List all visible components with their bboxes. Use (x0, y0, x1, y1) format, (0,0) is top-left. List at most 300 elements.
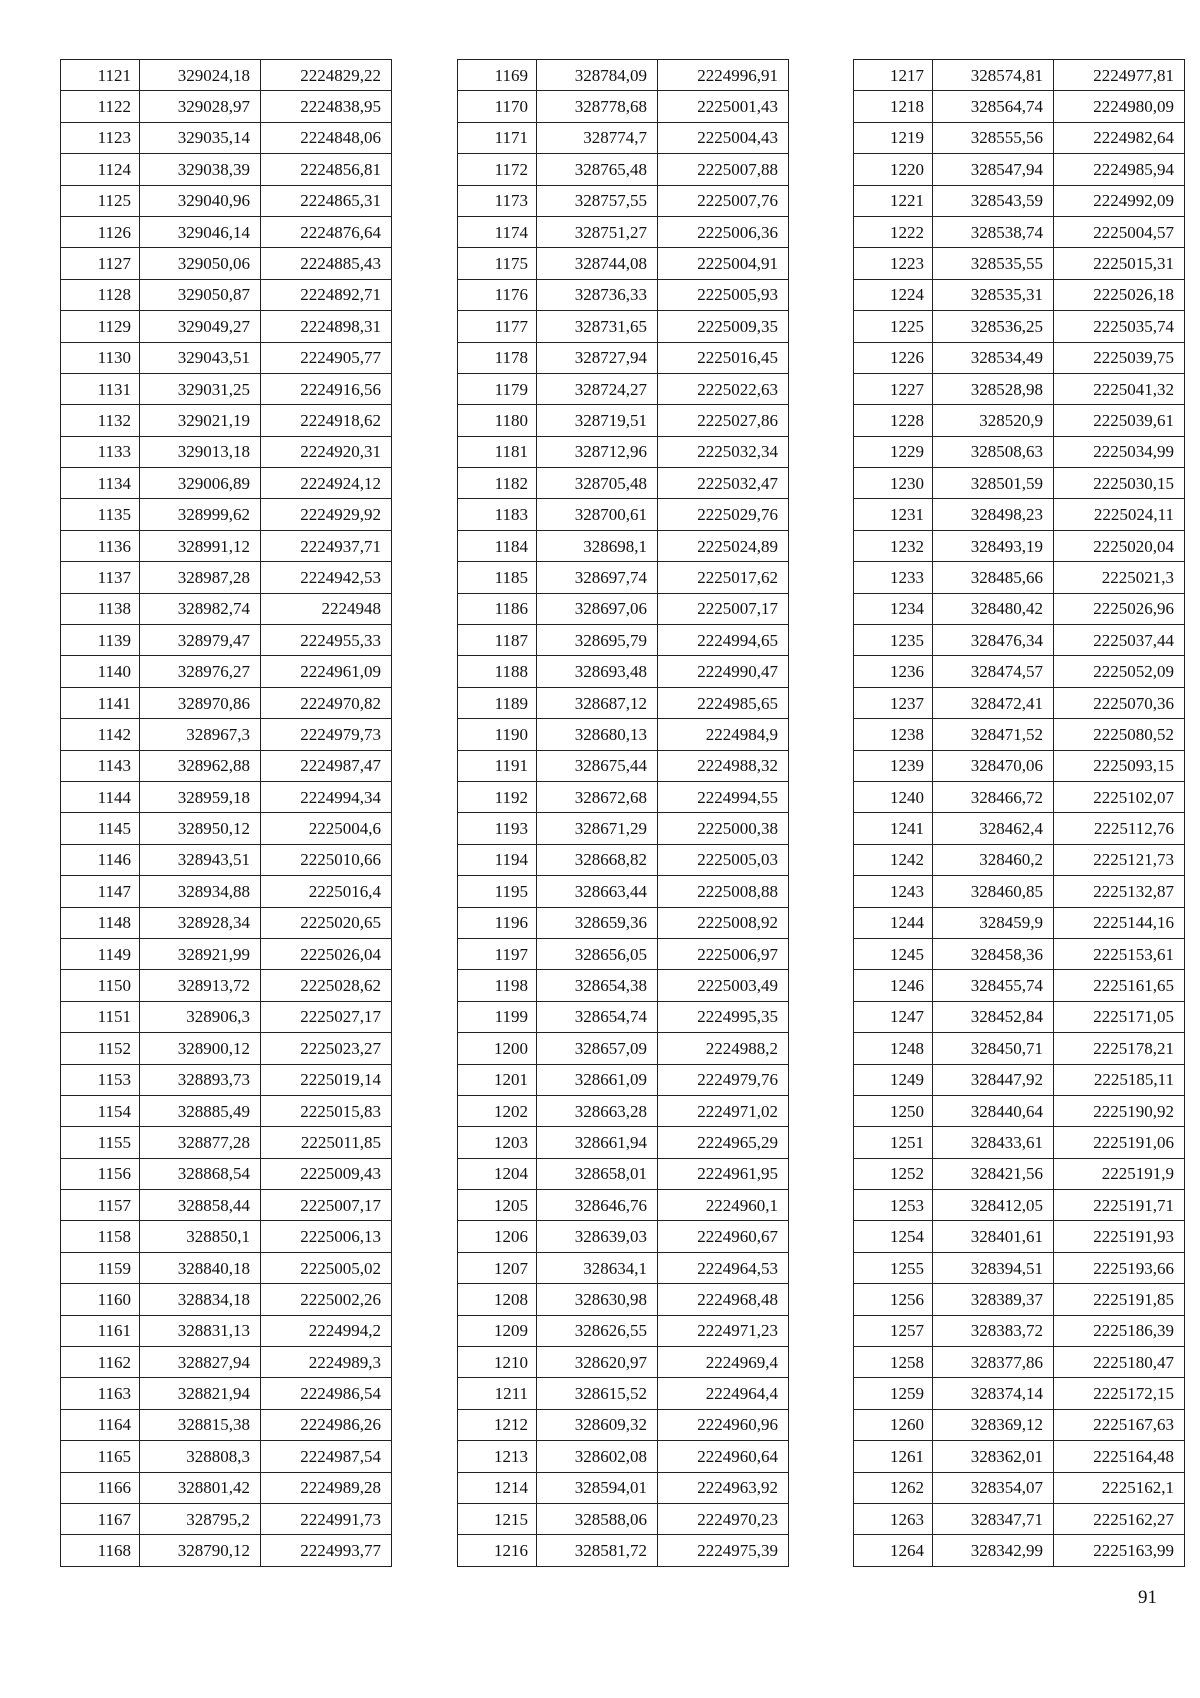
y-coordinate-cell: 2225022,63 (658, 373, 789, 404)
table-row (854, 781, 1185, 812)
x-coordinate-cell: 328705,48 (537, 468, 658, 499)
table-row (458, 593, 789, 624)
table-row (61, 530, 392, 561)
point-number-cell: 1231 (854, 499, 933, 530)
x-coordinate-cell: 328906,3 (140, 1001, 261, 1032)
table-row (458, 844, 789, 875)
y-coordinate-cell: 2224996,91 (658, 60, 789, 91)
y-coordinate-cell: 2225020,65 (261, 907, 392, 938)
point-number-cell: 1221 (854, 185, 933, 216)
table-row (458, 373, 789, 404)
x-coordinate-cell: 328661,09 (537, 1064, 658, 1095)
table-row (458, 813, 789, 844)
point-number-cell: 1256 (854, 1284, 933, 1315)
table-row (458, 154, 789, 185)
point-number-cell: 1122 (61, 91, 140, 122)
table-row (61, 279, 392, 310)
x-coordinate-cell: 328547,94 (933, 154, 1054, 185)
table-row (458, 279, 789, 310)
x-coordinate-cell: 328657,09 (537, 1033, 658, 1064)
y-coordinate-cell: 2224968,48 (658, 1284, 789, 1315)
x-coordinate-cell: 328594,01 (537, 1472, 658, 1503)
y-coordinate-cell: 2225011,85 (261, 1127, 392, 1158)
point-number-cell: 1186 (458, 593, 537, 624)
point-number-cell: 1260 (854, 1409, 933, 1440)
coordinate-table-2 (457, 59, 789, 1567)
y-coordinate-cell: 2225163,99 (1054, 1535, 1185, 1566)
point-number-cell: 1248 (854, 1033, 933, 1064)
table-row (458, 687, 789, 718)
x-coordinate-cell: 328342,99 (933, 1535, 1054, 1566)
point-number-cell: 1220 (854, 154, 933, 185)
x-coordinate-cell: 328868,54 (140, 1158, 261, 1189)
y-coordinate-cell: 2224979,73 (261, 719, 392, 750)
table-row (854, 1378, 1185, 1409)
x-coordinate-cell: 328885,49 (140, 1095, 261, 1126)
point-number-cell: 1200 (458, 1033, 537, 1064)
x-coordinate-cell: 328695,79 (537, 625, 658, 656)
point-number-cell: 1245 (854, 938, 933, 969)
point-number-cell: 1250 (854, 1095, 933, 1126)
x-coordinate-cell: 328982,74 (140, 593, 261, 624)
table-row (61, 1033, 392, 1064)
x-coordinate-cell: 328459,9 (933, 907, 1054, 938)
y-coordinate-cell: 2225112,76 (1054, 813, 1185, 844)
y-coordinate-cell: 2225021,3 (1054, 562, 1185, 593)
y-coordinate-cell: 2224994,34 (261, 781, 392, 812)
table-row (458, 1315, 789, 1346)
table-row (854, 122, 1185, 153)
y-coordinate-cell: 2224848,06 (261, 122, 392, 153)
point-number-cell: 1139 (61, 625, 140, 656)
point-number-cell: 1185 (458, 562, 537, 593)
table-row (854, 687, 1185, 718)
x-coordinate-cell: 328634,1 (537, 1252, 658, 1283)
x-coordinate-cell: 328774,7 (537, 122, 658, 153)
table-row (61, 687, 392, 718)
y-coordinate-cell: 2224964,53 (658, 1252, 789, 1283)
point-number-cell: 1228 (854, 405, 933, 436)
table-row (854, 970, 1185, 1001)
x-coordinate-cell: 328962,88 (140, 750, 261, 781)
x-coordinate-cell: 328724,27 (537, 373, 658, 404)
y-coordinate-cell: 2225009,43 (261, 1158, 392, 1189)
point-number-cell: 1175 (458, 248, 537, 279)
y-coordinate-cell: 2224979,76 (658, 1064, 789, 1095)
x-coordinate-cell: 328639,03 (537, 1221, 658, 1252)
table-row (854, 907, 1185, 938)
table-row (458, 562, 789, 593)
x-coordinate-cell: 328727,94 (537, 342, 658, 373)
x-coordinate-cell: 328450,71 (933, 1033, 1054, 1064)
point-number-cell: 1202 (458, 1095, 537, 1126)
table-row (61, 1409, 392, 1440)
point-number-cell: 1170 (458, 91, 537, 122)
y-coordinate-cell: 2225164,48 (1054, 1441, 1185, 1472)
y-coordinate-cell: 2225041,32 (1054, 373, 1185, 404)
point-number-cell: 1224 (854, 279, 933, 310)
table-row (61, 1190, 392, 1221)
table-row (61, 1284, 392, 1315)
x-coordinate-cell: 328815,38 (140, 1409, 261, 1440)
table-row (854, 1472, 1185, 1503)
point-number-cell: 1208 (458, 1284, 537, 1315)
table-row (61, 311, 392, 342)
point-number-cell: 1238 (854, 719, 933, 750)
y-coordinate-cell: 2225070,36 (1054, 687, 1185, 718)
point-number-cell: 1154 (61, 1095, 140, 1126)
x-coordinate-cell: 329049,27 (140, 311, 261, 342)
x-coordinate-cell: 328588,06 (537, 1503, 658, 1534)
table-row (458, 311, 789, 342)
table-row (458, 1347, 789, 1378)
table-row (854, 1409, 1185, 1440)
x-coordinate-cell: 328943,51 (140, 844, 261, 875)
point-number-cell: 1167 (61, 1503, 140, 1534)
table-row (458, 876, 789, 907)
x-coordinate-cell: 328452,84 (933, 1001, 1054, 1032)
x-coordinate-cell: 328698,1 (537, 530, 658, 561)
table-row (61, 813, 392, 844)
point-number-cell: 1146 (61, 844, 140, 875)
point-number-cell: 1164 (61, 1409, 140, 1440)
x-coordinate-cell: 328654,38 (537, 970, 658, 1001)
y-coordinate-cell: 2224970,82 (261, 687, 392, 718)
table-row (458, 530, 789, 561)
point-number-cell: 1159 (61, 1252, 140, 1283)
table-row (854, 499, 1185, 530)
x-coordinate-cell: 328574,81 (933, 60, 1054, 91)
y-coordinate-cell: 2225006,97 (658, 938, 789, 969)
x-coordinate-cell: 328970,86 (140, 687, 261, 718)
point-number-cell: 1125 (61, 185, 140, 216)
point-number-cell: 1240 (854, 781, 933, 812)
point-number-cell: 1222 (854, 216, 933, 247)
x-coordinate-cell: 328394,51 (933, 1252, 1054, 1283)
table-row (458, 1472, 789, 1503)
y-coordinate-cell: 2224975,39 (658, 1535, 789, 1566)
table-row (854, 1064, 1185, 1095)
x-coordinate-cell: 328538,74 (933, 216, 1054, 247)
x-coordinate-cell: 328369,12 (933, 1409, 1054, 1440)
y-coordinate-cell: 2225023,27 (261, 1033, 392, 1064)
table-row (458, 938, 789, 969)
y-coordinate-cell: 2225132,87 (1054, 876, 1185, 907)
table-row (61, 468, 392, 499)
point-number-cell: 1215 (458, 1503, 537, 1534)
point-number-cell: 1223 (854, 248, 933, 279)
point-number-cell: 1211 (458, 1378, 537, 1409)
x-coordinate-cell: 328700,61 (537, 499, 658, 530)
y-coordinate-cell: 2224993,77 (261, 1535, 392, 1566)
x-coordinate-cell: 328440,64 (933, 1095, 1054, 1126)
x-coordinate-cell: 328501,59 (933, 468, 1054, 499)
table-row (458, 248, 789, 279)
point-number-cell: 1162 (61, 1347, 140, 1378)
x-coordinate-cell: 328712,96 (537, 436, 658, 467)
table-row (61, 91, 392, 122)
x-coordinate-cell: 328821,94 (140, 1378, 261, 1409)
point-number-cell: 1255 (854, 1252, 933, 1283)
x-coordinate-cell: 328697,06 (537, 593, 658, 624)
table-row (854, 342, 1185, 373)
y-coordinate-cell: 2224994,65 (658, 625, 789, 656)
table-row (854, 876, 1185, 907)
y-coordinate-cell: 2225006,13 (261, 1221, 392, 1252)
point-number-cell: 1188 (458, 656, 537, 687)
x-coordinate-cell: 328658,01 (537, 1158, 658, 1189)
table-row (61, 1221, 392, 1252)
table-row (61, 216, 392, 247)
y-coordinate-cell: 2224876,64 (261, 216, 392, 247)
point-number-cell: 1251 (854, 1127, 933, 1158)
y-coordinate-cell: 2224971,23 (658, 1315, 789, 1346)
point-number-cell: 1152 (61, 1033, 140, 1064)
point-number-cell: 1243 (854, 876, 933, 907)
table-row (458, 625, 789, 656)
x-coordinate-cell: 328615,52 (537, 1378, 658, 1409)
point-number-cell: 1153 (61, 1064, 140, 1095)
y-coordinate-cell: 2225024,89 (658, 530, 789, 561)
x-coordinate-cell: 328858,44 (140, 1190, 261, 1221)
y-coordinate-cell: 2225172,15 (1054, 1378, 1185, 1409)
table-row (61, 593, 392, 624)
table-row (458, 1033, 789, 1064)
x-coordinate-cell: 328778,68 (537, 91, 658, 122)
y-coordinate-cell: 2224994,2 (261, 1315, 392, 1346)
y-coordinate-cell: 2224987,47 (261, 750, 392, 781)
x-coordinate-cell: 328877,28 (140, 1127, 261, 1158)
table-row (61, 1315, 392, 1346)
y-coordinate-cell: 2224992,09 (1054, 185, 1185, 216)
point-number-cell: 1190 (458, 719, 537, 750)
x-coordinate-cell: 328470,06 (933, 750, 1054, 781)
y-coordinate-cell: 2225144,16 (1054, 907, 1185, 938)
x-coordinate-cell: 328697,74 (537, 562, 658, 593)
table-row (61, 1472, 392, 1503)
table-row (854, 562, 1185, 593)
point-number-cell: 1225 (854, 311, 933, 342)
x-coordinate-cell: 328979,47 (140, 625, 261, 656)
x-coordinate-cell: 328784,09 (537, 60, 658, 91)
point-number-cell: 1204 (458, 1158, 537, 1189)
point-number-cell: 1207 (458, 1252, 537, 1283)
x-coordinate-cell: 328462,4 (933, 813, 1054, 844)
table-row (854, 1127, 1185, 1158)
point-number-cell: 1144 (61, 781, 140, 812)
table-row (61, 970, 392, 1001)
point-number-cell: 1206 (458, 1221, 537, 1252)
point-number-cell: 1233 (854, 562, 933, 593)
y-coordinate-cell: 2224986,26 (261, 1409, 392, 1440)
table-row (854, 436, 1185, 467)
point-number-cell: 1192 (458, 781, 537, 812)
y-coordinate-cell: 2224916,56 (261, 373, 392, 404)
y-coordinate-cell: 2224989,28 (261, 1472, 392, 1503)
y-coordinate-cell: 2225008,88 (658, 876, 789, 907)
table-row (458, 342, 789, 373)
table-row (458, 750, 789, 781)
x-coordinate-cell: 328466,72 (933, 781, 1054, 812)
point-number-cell: 1242 (854, 844, 933, 875)
y-coordinate-cell: 2225007,76 (658, 185, 789, 216)
table-row (458, 656, 789, 687)
x-coordinate-cell: 328671,29 (537, 813, 658, 844)
x-coordinate-cell: 328668,82 (537, 844, 658, 875)
point-number-cell: 1263 (854, 1503, 933, 1534)
table-row (61, 342, 392, 373)
point-number-cell: 1181 (458, 436, 537, 467)
x-coordinate-cell: 328765,48 (537, 154, 658, 185)
y-coordinate-cell: 2224892,71 (261, 279, 392, 310)
point-number-cell: 1140 (61, 656, 140, 687)
y-coordinate-cell: 2225039,75 (1054, 342, 1185, 373)
x-coordinate-cell: 328795,2 (140, 1503, 261, 1534)
point-number-cell: 1131 (61, 373, 140, 404)
table-row (458, 1127, 789, 1158)
x-coordinate-cell: 328693,48 (537, 656, 658, 687)
x-coordinate-cell: 328921,99 (140, 938, 261, 969)
x-coordinate-cell: 328389,37 (933, 1284, 1054, 1315)
table-row (61, 844, 392, 875)
point-number-cell: 1257 (854, 1315, 933, 1346)
y-coordinate-cell: 2225153,61 (1054, 938, 1185, 969)
y-coordinate-cell: 2225037,44 (1054, 625, 1185, 656)
y-coordinate-cell: 2224964,4 (658, 1378, 789, 1409)
x-coordinate-cell: 328687,12 (537, 687, 658, 718)
x-coordinate-cell: 328900,12 (140, 1033, 261, 1064)
y-coordinate-cell: 2224969,4 (658, 1347, 789, 1378)
point-number-cell: 1196 (458, 907, 537, 938)
x-coordinate-cell: 328976,27 (140, 656, 261, 687)
table-row (854, 1503, 1185, 1534)
y-coordinate-cell: 2225028,62 (261, 970, 392, 1001)
point-number-cell: 1145 (61, 813, 140, 844)
point-number-cell: 1183 (458, 499, 537, 530)
y-coordinate-cell: 2224924,12 (261, 468, 392, 499)
y-coordinate-cell: 2224918,62 (261, 405, 392, 436)
point-number-cell: 1177 (458, 311, 537, 342)
table-row (458, 122, 789, 153)
x-coordinate-cell: 328790,12 (140, 1535, 261, 1566)
x-coordinate-cell: 328460,2 (933, 844, 1054, 875)
point-number-cell: 1133 (61, 436, 140, 467)
point-number-cell: 1201 (458, 1064, 537, 1095)
point-number-cell: 1182 (458, 468, 537, 499)
point-number-cell: 1129 (61, 311, 140, 342)
point-number-cell: 1234 (854, 593, 933, 624)
x-coordinate-cell: 328801,42 (140, 1472, 261, 1503)
y-coordinate-cell: 2225010,66 (261, 844, 392, 875)
y-coordinate-cell: 2225026,04 (261, 938, 392, 969)
x-coordinate-cell: 328535,55 (933, 248, 1054, 279)
x-coordinate-cell: 328663,44 (537, 876, 658, 907)
table-row (854, 1033, 1185, 1064)
x-coordinate-cell: 328999,62 (140, 499, 261, 530)
table-row (458, 907, 789, 938)
table-row (61, 907, 392, 938)
y-coordinate-cell: 2225004,6 (261, 813, 392, 844)
y-coordinate-cell: 2225039,61 (1054, 405, 1185, 436)
x-coordinate-cell: 328934,88 (140, 876, 261, 907)
x-coordinate-cell: 328744,08 (537, 248, 658, 279)
y-coordinate-cell: 2225191,93 (1054, 1221, 1185, 1252)
point-number-cell: 1160 (61, 1284, 140, 1315)
x-coordinate-cell: 328831,13 (140, 1315, 261, 1346)
y-coordinate-cell: 2224985,94 (1054, 154, 1185, 185)
table-row (458, 185, 789, 216)
y-coordinate-cell: 2224856,81 (261, 154, 392, 185)
point-number-cell: 1219 (854, 122, 933, 153)
point-number-cell: 1210 (458, 1347, 537, 1378)
y-coordinate-cell: 2224948 (261, 593, 392, 624)
table-row (854, 1158, 1185, 1189)
point-number-cell: 1121 (61, 60, 140, 91)
table-row (61, 1347, 392, 1378)
point-number-cell: 1184 (458, 530, 537, 561)
x-coordinate-cell: 328602,08 (537, 1441, 658, 1472)
point-number-cell: 1137 (61, 562, 140, 593)
point-number-cell: 1135 (61, 499, 140, 530)
table-row (458, 1535, 789, 1566)
y-coordinate-cell: 2225004,43 (658, 122, 789, 153)
point-number-cell: 1213 (458, 1441, 537, 1472)
y-coordinate-cell: 2224988,32 (658, 750, 789, 781)
point-number-cell: 1229 (854, 436, 933, 467)
table-row (458, 1409, 789, 1440)
point-number-cell: 1130 (61, 342, 140, 373)
page-number: 91 (1138, 1587, 1157, 1608)
table-row (61, 185, 392, 216)
y-coordinate-cell: 2224963,92 (658, 1472, 789, 1503)
table-row (854, 1284, 1185, 1315)
y-coordinate-cell: 2225029,76 (658, 499, 789, 530)
x-coordinate-cell: 328354,07 (933, 1472, 1054, 1503)
point-number-cell: 1142 (61, 719, 140, 750)
x-coordinate-cell: 328840,18 (140, 1252, 261, 1283)
y-coordinate-cell: 2225000,38 (658, 813, 789, 844)
point-number-cell: 1178 (458, 342, 537, 373)
y-coordinate-cell: 2225003,49 (658, 970, 789, 1001)
table-row (458, 405, 789, 436)
y-coordinate-cell: 2224955,33 (261, 625, 392, 656)
table-row (854, 530, 1185, 561)
y-coordinate-cell: 2225027,17 (261, 1001, 392, 1032)
table-row (61, 1252, 392, 1283)
y-coordinate-cell: 2225015,31 (1054, 248, 1185, 279)
y-coordinate-cell: 2224905,77 (261, 342, 392, 373)
y-coordinate-cell: 2225026,18 (1054, 279, 1185, 310)
table-row (61, 1503, 392, 1534)
x-coordinate-cell: 328536,25 (933, 311, 1054, 342)
x-coordinate-cell: 328719,51 (537, 405, 658, 436)
x-coordinate-cell: 328834,18 (140, 1284, 261, 1315)
point-number-cell: 1209 (458, 1315, 537, 1346)
point-number-cell: 1264 (854, 1535, 933, 1566)
y-coordinate-cell: 2225161,65 (1054, 970, 1185, 1001)
point-number-cell: 1179 (458, 373, 537, 404)
x-coordinate-cell: 328508,63 (933, 436, 1054, 467)
table-row (458, 91, 789, 122)
table-row (458, 1190, 789, 1221)
x-coordinate-cell: 328377,86 (933, 1347, 1054, 1378)
y-coordinate-cell: 2225030,15 (1054, 468, 1185, 499)
point-number-cell: 1194 (458, 844, 537, 875)
point-number-cell: 1143 (61, 750, 140, 781)
y-coordinate-cell: 2225017,62 (658, 562, 789, 593)
x-coordinate-cell: 328656,05 (537, 938, 658, 969)
x-coordinate-cell: 329006,89 (140, 468, 261, 499)
